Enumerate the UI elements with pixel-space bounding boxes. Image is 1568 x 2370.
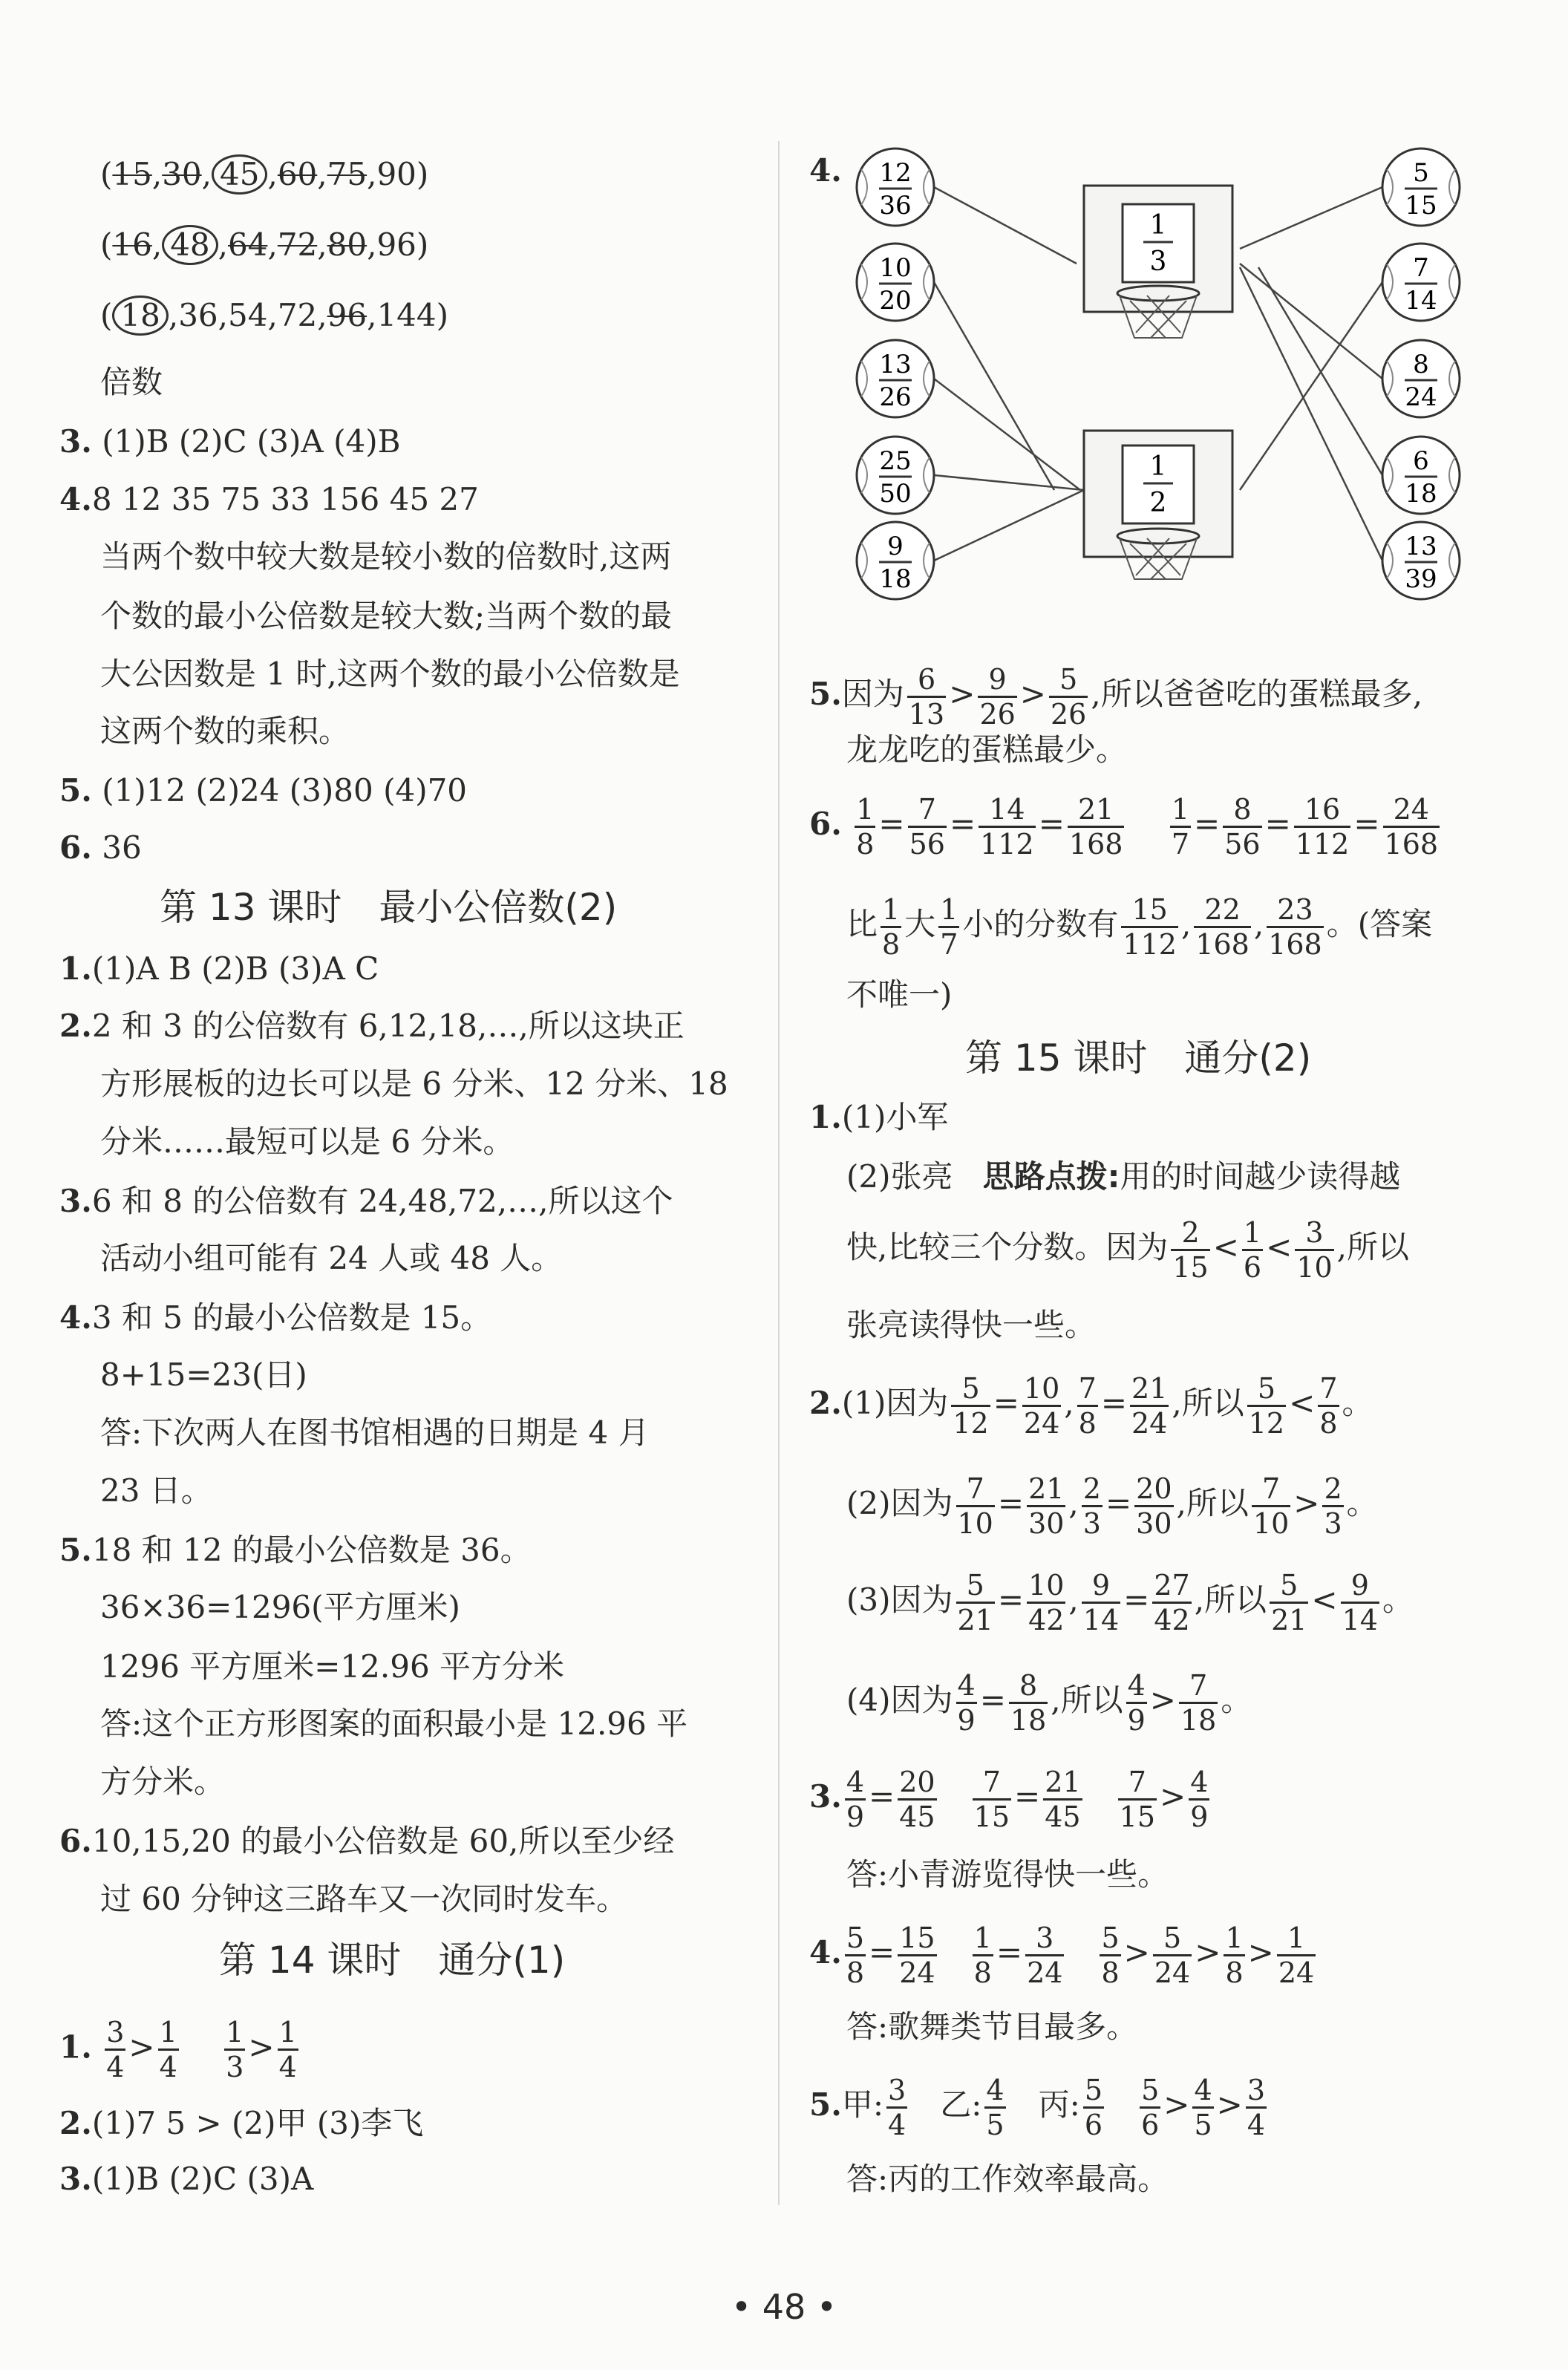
basketball-matching-diagram	[854, 141, 1463, 624]
section-heading-15: 第 15 课时 通分(2)	[965, 1037, 1312, 1080]
t2-2: (2)因为 $\frac{7}{10}$ = $\frac{21}{30}$ , $\frac{2}{3}$ = $\frac{20}{30}$ ,所以 $\frac{7}{10}$ > $\frac{2}{3}$ 。	[846, 1472, 1378, 1540]
s13-q6: 6.10,15,20 的最小公倍数是 60,所以至少经	[59, 1823, 675, 1859]
board-bottom-denominator: 2	[1149, 488, 1167, 518]
ball-denominator: 18	[1405, 479, 1437, 509]
text-line: 36×36=1296(平方厘米)	[100, 1589, 460, 1625]
ball-denominator: 24	[1405, 382, 1437, 412]
t1-b: (2)张亮 思路点拨:用的时间越少读得越	[846, 1158, 1401, 1195]
fraction-ball-left-3	[857, 340, 934, 417]
s13-q3: 3.6 和 8 的公倍数有 24,48,72,…,所以这个	[59, 1183, 673, 1219]
ball-numerator: 7	[1413, 253, 1429, 283]
seq-line-2: (16, 48 ,64,72,80,96)	[100, 223, 428, 267]
text-line: 答:这个正方形图案的面积最小是 12.96 平	[100, 1705, 688, 1742]
s14-q1: 1. $\frac{3}{4}$ > $\frac{1}{4}$ $\frac{1}{3}$ > $\frac{1}{4}$	[59, 2016, 297, 2083]
fraction: $\frac{3}{4}$	[106, 2016, 125, 2083]
q6: 6. 36	[59, 829, 142, 866]
t5: 5.甲: $\frac{3}{4}$ 乙: $\frac{4}{5}$ 丙: $\frac{5}{6}$ $\frac{5}{6}$ > $\frac{4}{5}$ > $\frac{3}{4}$	[809, 2073, 1266, 2141]
fraction-ball-left-2	[857, 244, 934, 321]
s13-q2: 2.2 和 3 的公倍数有 6,12,18,…,所以这块正	[59, 1008, 685, 1044]
ball-denominator: 39	[1405, 564, 1437, 594]
text-line: 过 60 分钟这三路车又一次同时发车。	[100, 1881, 628, 1917]
fraction-ball-right-5	[1382, 522, 1460, 599]
circled-number: 48	[162, 225, 218, 265]
balls-left	[857, 148, 934, 599]
q4: 4.8 12 35 75 33 156 45 27	[59, 481, 479, 518]
t1: 1.(1)小军	[809, 1099, 949, 1135]
s13-q5: 5.18 和 12 的最小公倍数是 36。	[59, 1532, 532, 1568]
r6: 6. $\frac{1}{8}$ = $\frac{7}{56}$ = $\frac{14}{112}$ = $\frac{21}{168}$ $\frac{1}{7}$ = $\frac{8}{56}$ = $\frac{16}{112}$ = $\frac{24}{168}$	[809, 792, 1439, 861]
q3: 3. (1)B (2)C (3)A (4)B	[59, 423, 401, 460]
fraction-ball-right-3	[1382, 340, 1460, 417]
ball-numerator: 12	[879, 158, 912, 188]
board-bottom-numerator: 1	[1149, 451, 1167, 482]
text-line: 答:下次两人在图书馆相遇的日期是 4 月	[100, 1414, 650, 1451]
q4-explain-3: 大公因数是 1 时,这两个数的最小公倍数是	[100, 656, 680, 692]
balls-right	[1382, 148, 1460, 599]
fraction-ball-right-1	[1382, 148, 1460, 226]
fraction-ball-right-4	[1382, 437, 1460, 514]
ball-denominator: 14	[1405, 286, 1437, 316]
text-line: 倍数	[100, 364, 163, 400]
t2-1: 2.(1)因为 $\frac{5}{12}$ = $\frac{10}{24}$ , $\frac{7}{8}$ = $\frac{21}{24}$ ,所以 $\frac{5}{12}$ < $\frac{7}{8}$ 。	[809, 1371, 1373, 1440]
ball-numerator: 13	[1405, 532, 1437, 561]
t3: 3. $\frac{4}{9}$ = $\frac{20}{45}$ $\frac{7}{15}$ = $\frac{21}{45}$ $\frac{7}{15}$ > $\frac{4}{9}$	[809, 1765, 1209, 1833]
board-top-denominator: 3	[1149, 247, 1167, 277]
fraction: $\frac{1}{4}$	[159, 2016, 177, 2083]
circled-number: 18	[112, 296, 168, 336]
fraction-ball-left-4	[857, 437, 934, 514]
fraction-ball-left-1	[857, 148, 934, 226]
backboard-bottom	[1084, 431, 1232, 579]
fraction: $\frac{5}{26}$	[1051, 662, 1087, 731]
text-line: 龙龙吃的蛋糕最少。	[846, 731, 1128, 768]
ball-denominator: 15	[1405, 191, 1437, 221]
section-heading-13: 第 13 课时 最小公倍数(2)	[160, 886, 618, 929]
r4-number: 4.	[809, 152, 842, 189]
fraction: $\frac{9}{26}$	[979, 662, 1016, 731]
ball-denominator: 18	[879, 564, 912, 594]
backboard-top	[1084, 186, 1232, 338]
s14-q3: 3.(1)B (2)C (3)A	[59, 2161, 314, 2197]
ball-denominator: 50	[879, 479, 912, 509]
ball-denominator: 26	[879, 382, 912, 412]
text-line: 答:歌舞类节目最多。	[846, 2008, 1138, 2045]
fraction: $\frac{6}{13}$	[908, 662, 945, 731]
seq-line-1: (15,30, 45 ,60,75,90)	[100, 152, 428, 197]
q4-explain-4: 这两个数的乘积。	[100, 713, 350, 749]
text-line: 8+15=23(日)	[100, 1357, 307, 1393]
text-line: 活动小组可能有 24 人或 48 人。	[100, 1240, 563, 1276]
text-line: 方分米。	[100, 1763, 226, 1800]
text-line: 23 日。	[100, 1472, 212, 1509]
s13-q4: 4.3 和 5 的最小公倍数是 15。	[59, 1299, 492, 1336]
text-line: 方形展板的边长可以是 6 分米、12 分米、18	[100, 1065, 728, 1102]
circled-number: 45	[212, 154, 267, 195]
text-line: 分米……最短可以是 6 分米。	[100, 1123, 514, 1160]
ball-numerator: 13	[879, 350, 912, 379]
fraction: $\frac{1}{3}$	[226, 2016, 244, 2083]
ball-numerator: 8	[1413, 350, 1429, 379]
ball-numerator: 5	[1413, 158, 1429, 188]
t4: 4. $\frac{5}{8}$ = $\frac{15}{24}$ $\frac{1}{8}$ = $\frac{3}{24}$ $\frac{5}{8}$ > $\frac{5}{24}$ > $\frac{1}{8}$ > $\frac{1}{24}$	[809, 1921, 1315, 1989]
text-line: 1296 平方厘米=12.96 平方分米	[100, 1648, 565, 1685]
text-line: 不唯一)	[846, 976, 953, 1013]
column-divider	[778, 141, 780, 2205]
text-line: 答:丙的工作效率最高。	[846, 2161, 1169, 2197]
ball-numerator: 6	[1413, 446, 1429, 476]
q5: 5. (1)12 (2)24 (3)80 (4)70	[59, 772, 468, 809]
ball-denominator: 36	[879, 191, 912, 221]
ball-numerator: 25	[879, 446, 912, 476]
ball-denominator: 20	[879, 286, 912, 316]
fraction-ball-left-5	[857, 522, 934, 599]
text-line: 答:小青游览得快一些。	[846, 1856, 1169, 1893]
s14-q2: 2.(1)7 5 > (2)甲 (3)李飞	[59, 2105, 424, 2141]
t1-c: 快,比较三个分数。因为 $\frac{2}{15}$ < $\frac{1}{6}$ < $\frac{3}{10}$ ,所以	[846, 1215, 1410, 1284]
s13-q1: 1.(1)A B (2)B (3)A C	[59, 950, 379, 987]
t2-3: (3)因为 $\frac{5}{21}$ = $\frac{10}{42}$ , $\frac{9}{14}$ = $\frac{27}{42}$ ,所以 $\frac{5}{21}$ < $\frac{9}{14}$ 。	[846, 1568, 1414, 1636]
t2-4: (4)因为 $\frac{4}{9}$ = $\frac{8}{18}$ ,所以 $\frac{4}{9}$ > $\frac{7}{18}$ 。	[846, 1668, 1252, 1737]
r6-line2: 比 $\frac{1}{8}$ 大 $\frac{1}{7}$ 小的分数有 $\frac{15}{112}$ , $\frac{22}{168}$ , $\frac{23}{168}$ 。(答案	[846, 892, 1433, 961]
fraction-ball-right-2	[1382, 244, 1460, 321]
text-line: 张亮读得快一些。	[846, 1307, 1097, 1343]
q4-explain-2: 个数的最小公倍数是较大数;当两个数的最	[100, 598, 673, 634]
q4-explain-1: 当两个数中较大数是较小数的倍数时,这两	[100, 538, 672, 575]
section-heading-14: 第 14 课时 通分(1)	[219, 1939, 566, 1982]
seq-line-3: ( 18 ,36,54,72,96,144)	[100, 293, 448, 338]
ball-numerator: 10	[879, 253, 912, 283]
board-top-numerator: 1	[1149, 210, 1167, 241]
page-number: • 48 •	[731, 2287, 837, 2327]
r5: 5.因为 $\frac{6}{13}$ > $\frac{9}{26}$ > $\frac{5}{26}$ ,所以爸爸吃的蛋糕最多,	[809, 662, 1423, 731]
ball-numerator: 9	[887, 532, 904, 561]
fraction: $\frac{1}{4}$	[278, 2016, 297, 2083]
